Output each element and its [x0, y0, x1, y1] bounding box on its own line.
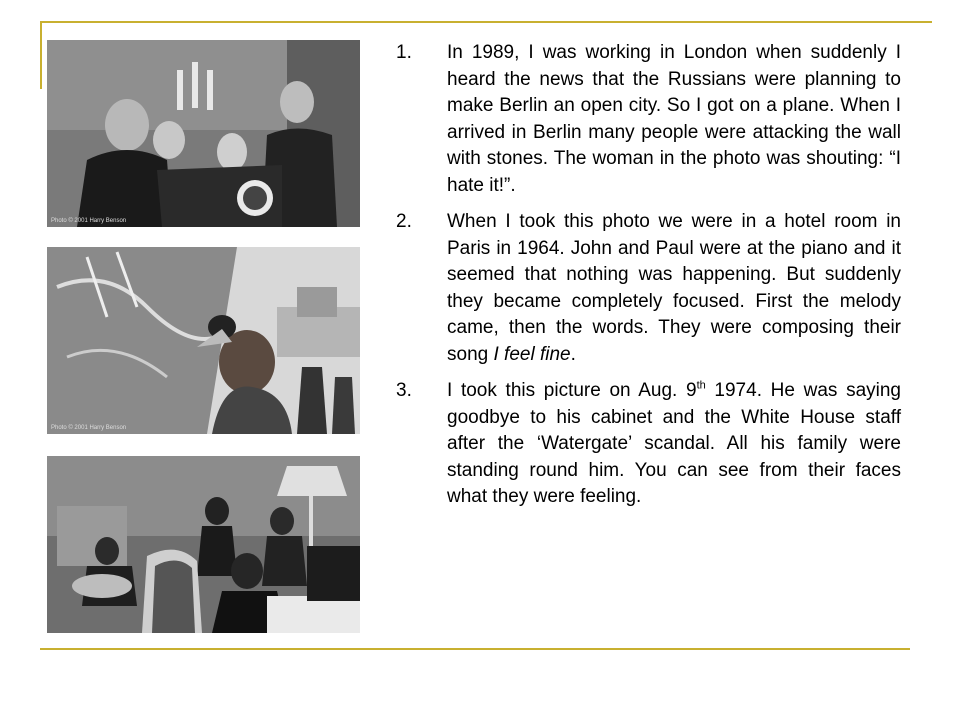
- item-text-before: I took this picture on Aug. 9: [447, 380, 697, 401]
- left-rule: [40, 21, 42, 89]
- item-text-after: .: [570, 343, 576, 365]
- photo-berlin-wall: [47, 247, 360, 434]
- item-text-before: When I took this photo we were in a hotel room in Paris in 1964. John and Paul were at the piano and it seemed that nothing was happening. But suddenly they became completely focused. First the melody came, then the words. They were composing their song: [447, 211, 901, 365]
- photo-press-conference: [47, 40, 360, 227]
- song-title: I feel fine: [493, 343, 571, 365]
- photo-hotel-room-musicians: [47, 456, 360, 633]
- bottom-rule: [40, 648, 910, 650]
- top-rule: [40, 21, 932, 23]
- date-superscript: th: [696, 379, 706, 392]
- item-number: 2.: [396, 211, 412, 232]
- item-text: [447, 209, 901, 368]
- list-item: [396, 378, 901, 511]
- photo-credit: Photo © 2001 Harry Benson: [51, 425, 127, 431]
- item-text-after: 1974. He was saying goodbye to his cabinet and the White House staff after the ‘Watergate’ scandal. All his family were standing round him. You can see from their faces what they were feeling.: [447, 380, 901, 507]
- story-list: [396, 40, 901, 521]
- item-text: [447, 378, 901, 511]
- item-text: In 1989, I was working in London when suddenly I heard the news that the Russians were planning to make Berlin an open city. So I got on a plane. When I arrived in Berlin many people were attacking the wall with stones. The woman in the photo was shouting: “I hate it!”.: [447, 42, 901, 196]
- list-item: [396, 40, 901, 199]
- item-number: 3.: [396, 380, 412, 401]
- list-item: [396, 209, 901, 368]
- item-number: 1.: [396, 42, 412, 63]
- photo-credit: Photo © 2001 Harry Benson: [51, 218, 127, 224]
